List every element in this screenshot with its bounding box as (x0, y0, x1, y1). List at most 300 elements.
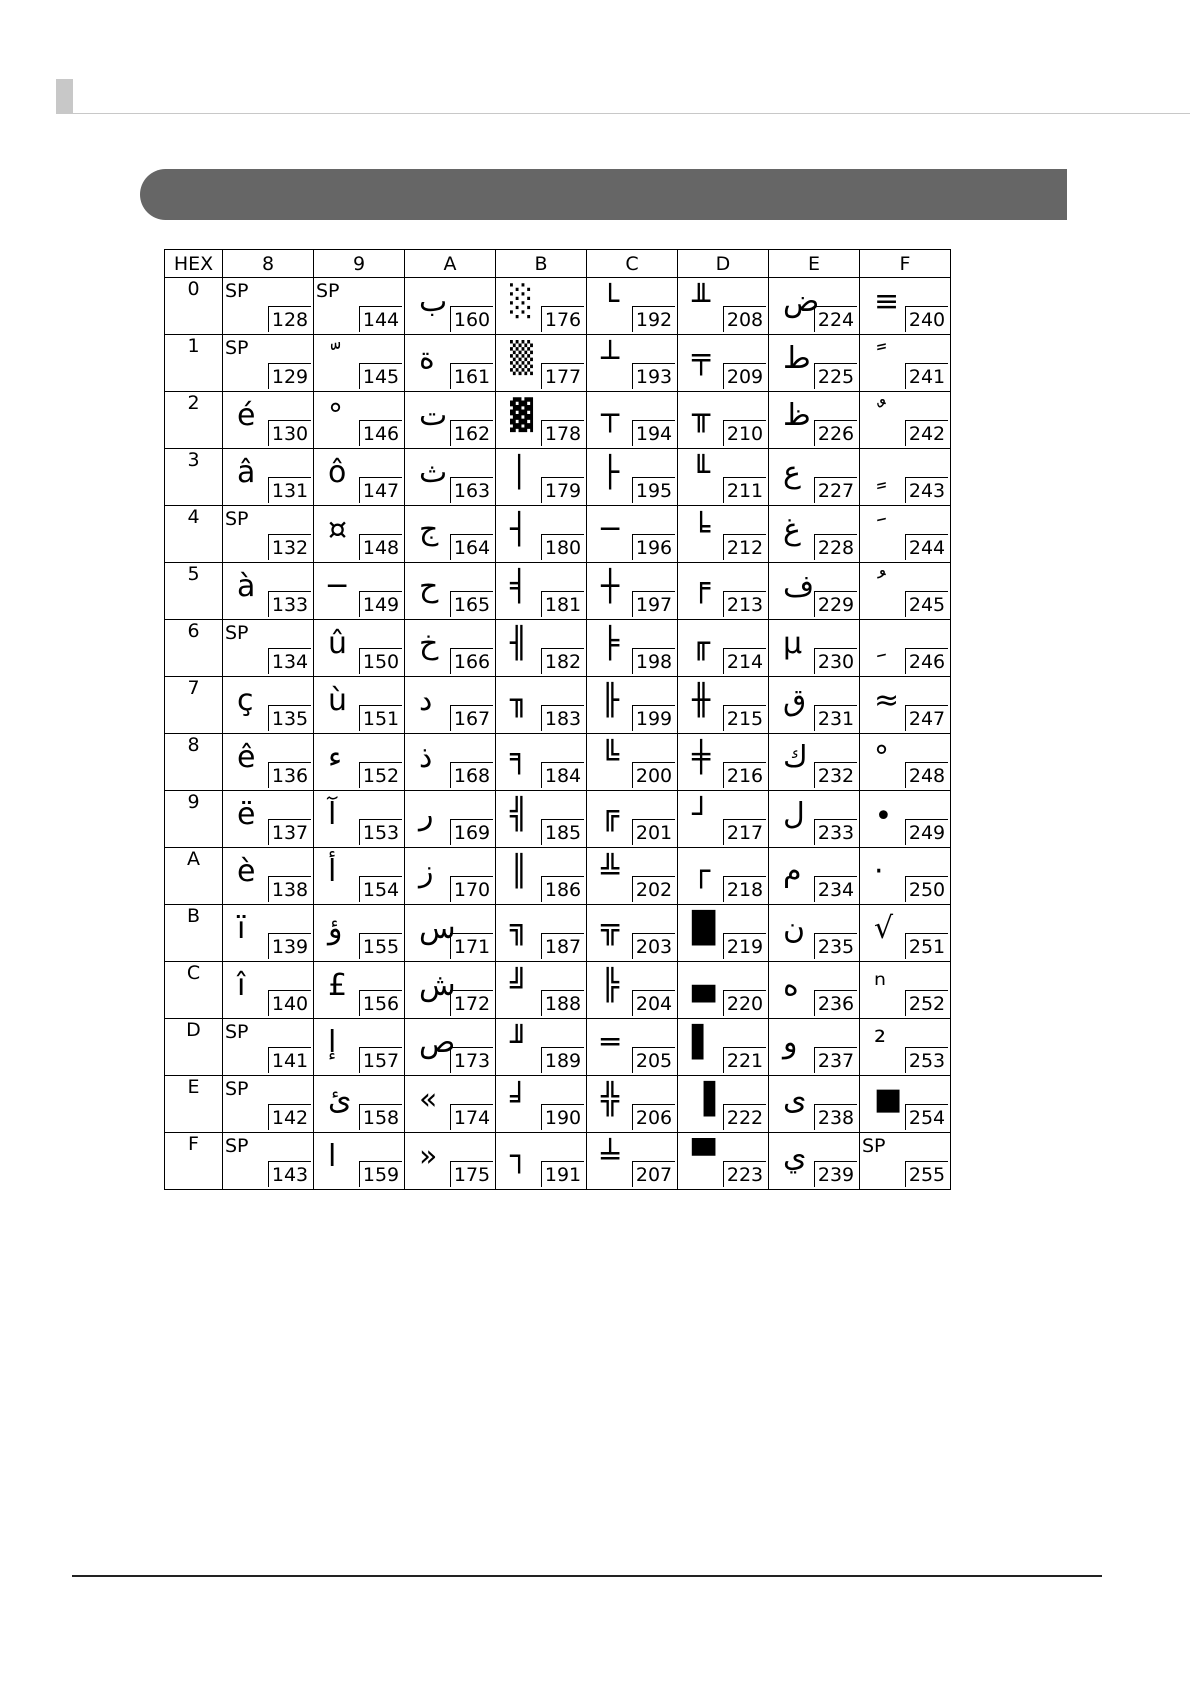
char-code: 149 (359, 591, 402, 617)
char-cell (678, 506, 769, 563)
char-cell (860, 791, 951, 848)
char-code: 144 (359, 306, 402, 332)
char-cell (769, 677, 860, 734)
char-glyph: ┘ (692, 797, 711, 832)
char-glyph: ╦ (601, 911, 620, 946)
char-code: 182 (541, 648, 584, 674)
char-code: 226 (814, 420, 857, 446)
char-code: 193 (632, 363, 675, 389)
table-row (165, 506, 951, 563)
char-cell (769, 620, 860, 677)
char-code: 201 (632, 819, 675, 845)
char-cell (314, 563, 405, 620)
char-glyph: ï (237, 911, 246, 946)
char-glyph: ى (783, 1082, 807, 1117)
char-code: 169 (450, 819, 493, 845)
char-glyph: ة (419, 341, 435, 376)
char-code: 172 (450, 990, 493, 1016)
char-code: 210 (723, 420, 766, 446)
char-code: 184 (541, 762, 584, 788)
char-cell (678, 335, 769, 392)
char-code: 205 (632, 1047, 675, 1073)
char-cell (678, 1019, 769, 1076)
char-cell (223, 1133, 314, 1190)
char-glyph: µ (783, 626, 803, 661)
char-cell (860, 677, 951, 734)
char-glyph: ╘ (692, 512, 711, 547)
row-header: 4 (165, 506, 223, 563)
char-cell (769, 791, 860, 848)
char-code: 178 (541, 420, 584, 446)
char-cell (223, 905, 314, 962)
char-code: 160 (450, 306, 493, 332)
char-cell (223, 506, 314, 563)
char-cell (496, 905, 587, 962)
char-code: 229 (814, 591, 857, 617)
char-glyph: ؤ (328, 911, 343, 946)
char-glyph: ┐ (510, 1139, 529, 1174)
col-header: 9 (314, 250, 405, 278)
char-glyph: ╖ (510, 683, 529, 718)
char-code: 137 (268, 819, 311, 845)
char-code: 177 (541, 363, 584, 389)
char-glyph: à (237, 569, 256, 604)
char-code: 132 (268, 534, 311, 560)
table-row (165, 677, 951, 734)
table-row (165, 905, 951, 962)
char-code: 197 (632, 591, 675, 617)
char-cell (769, 506, 860, 563)
row-header: A (165, 848, 223, 905)
char-glyph: ي (783, 1139, 807, 1174)
char-cell (860, 278, 951, 335)
char-code: 152 (359, 762, 402, 788)
table-row (165, 563, 951, 620)
char-cell (678, 1076, 769, 1133)
char-code: 248 (905, 762, 948, 788)
char-glyph: ▓ (510, 398, 534, 433)
char-glyph: ° (874, 740, 889, 775)
char-glyph: ─ (328, 569, 347, 604)
char-glyph: ¤ (328, 512, 348, 547)
char-glyph: ذ (419, 740, 433, 775)
char-code: 168 (450, 762, 493, 788)
char-code: 232 (814, 762, 857, 788)
char-code: 199 (632, 705, 675, 731)
char-cell (860, 1133, 951, 1190)
char-glyph: ز (419, 854, 434, 889)
char-code: 186 (541, 876, 584, 902)
char-glyph: ╫ (692, 683, 711, 718)
char-cell (314, 1019, 405, 1076)
char-glyph: ب (419, 284, 448, 319)
char-code: 223 (723, 1161, 766, 1187)
char-cell (314, 392, 405, 449)
table-row (165, 848, 951, 905)
char-cell (405, 791, 496, 848)
char-glyph: ─ (601, 512, 620, 547)
char-glyph: د (419, 683, 433, 718)
char-cell (678, 620, 769, 677)
char-code: 224 (814, 306, 857, 332)
char-code: 156 (359, 990, 402, 1016)
table-row (165, 1133, 951, 1190)
char-code: 212 (723, 534, 766, 560)
char-code: 161 (450, 363, 493, 389)
char-glyph: ج (419, 512, 439, 547)
char-cell (405, 1076, 496, 1133)
char-glyph: « (419, 1082, 438, 1117)
char-glyph: آ (328, 797, 337, 832)
char-glyph: ├ (601, 455, 620, 490)
char-code: 174 (450, 1104, 493, 1130)
char-cell (405, 392, 496, 449)
char-cell (860, 905, 951, 962)
char-cell (587, 449, 678, 506)
char-code: 159 (359, 1161, 402, 1187)
char-cell (405, 1019, 496, 1076)
row-header: B (165, 905, 223, 962)
char-code: 203 (632, 933, 675, 959)
char-cell (587, 335, 678, 392)
char-cell (769, 1076, 860, 1133)
char-code: 131 (268, 477, 311, 503)
char-code: 238 (814, 1104, 857, 1130)
char-cell (405, 620, 496, 677)
char-code: 145 (359, 363, 402, 389)
char-cell (587, 905, 678, 962)
char-code: 164 (450, 534, 493, 560)
char-glyph: ┌ (692, 854, 711, 889)
char-code: 176 (541, 306, 584, 332)
row-header: E (165, 1076, 223, 1133)
char-cell (223, 278, 314, 335)
char-cell (587, 506, 678, 563)
char-cell (496, 563, 587, 620)
row-header: 9 (165, 791, 223, 848)
char-cell (223, 392, 314, 449)
char-code: 188 (541, 990, 584, 1016)
char-glyph: ╝ (510, 968, 529, 1003)
char-glyph: ╨ (692, 284, 711, 319)
char-glyph: ر (419, 797, 434, 832)
char-code: 155 (359, 933, 402, 959)
char-code: 242 (905, 420, 948, 446)
char-code: 240 (905, 306, 948, 332)
table-row (165, 278, 951, 335)
char-glyph: ا (328, 1139, 337, 1174)
char-cell (223, 677, 314, 734)
code-page-table (164, 249, 951, 1190)
char-code: 162 (450, 420, 493, 446)
char-glyph: ù (328, 683, 348, 718)
col-header: A (405, 250, 496, 278)
char-code: 136 (268, 762, 311, 788)
char-cell (769, 905, 860, 962)
char-glyph: î (237, 968, 246, 1003)
col-header: C (587, 250, 678, 278)
row-header: 8 (165, 734, 223, 791)
char-code: 147 (359, 477, 402, 503)
char-code: 157 (359, 1047, 402, 1073)
char-cell (405, 563, 496, 620)
char-code: 134 (268, 648, 311, 674)
table-row (165, 734, 951, 791)
char-code: 231 (814, 705, 857, 731)
char-cell (678, 962, 769, 1019)
table-row (165, 335, 951, 392)
row-header: 1 (165, 335, 223, 392)
row-header: 3 (165, 449, 223, 506)
char-cell (223, 1019, 314, 1076)
char-cell (769, 392, 860, 449)
char-cell (314, 962, 405, 1019)
char-cell (496, 1076, 587, 1133)
char-cell (587, 563, 678, 620)
char-cell (314, 677, 405, 734)
col-header: F (860, 250, 951, 278)
char-code: 181 (541, 591, 584, 617)
char-code: 171 (450, 933, 493, 959)
char-cell (769, 563, 860, 620)
char-glyph: SP (862, 1135, 886, 1157)
char-cell (223, 962, 314, 1019)
char-glyph: ه (783, 968, 799, 1003)
char-code: 216 (723, 762, 766, 788)
char-cell (405, 848, 496, 905)
char-glyph: ╥ (692, 398, 711, 433)
char-glyph: ╢ (510, 626, 529, 661)
char-cell (496, 1133, 587, 1190)
char-glyph: ═ (601, 1025, 620, 1060)
char-code: 225 (814, 363, 857, 389)
char-glyph: ╗ (510, 911, 529, 946)
char-code: 180 (541, 534, 584, 560)
char-glyph: ■ (874, 1082, 903, 1117)
char-code: 148 (359, 534, 402, 560)
char-cell (860, 449, 951, 506)
row-header: C (165, 962, 223, 1019)
char-code: 255 (905, 1161, 948, 1187)
char-glyph: ح (419, 569, 439, 604)
char-cell (769, 734, 860, 791)
char-code: 142 (268, 1104, 311, 1130)
char-glyph: SP (225, 1021, 249, 1043)
char-cell (860, 848, 951, 905)
char-code: 141 (268, 1047, 311, 1073)
char-glyph: ² (874, 1025, 887, 1060)
row-header: 6 (165, 620, 223, 677)
char-glyph: ╩ (601, 854, 620, 889)
char-code: 219 (723, 933, 766, 959)
char-cell (314, 1133, 405, 1190)
char-glyph: أ (328, 854, 337, 889)
char-cell (314, 905, 405, 962)
char-code: 214 (723, 648, 766, 674)
char-cell (496, 506, 587, 563)
char-glyph: ت (419, 398, 448, 433)
char-code: 228 (814, 534, 857, 560)
char-code: 158 (359, 1104, 402, 1130)
char-glyph: ê (237, 740, 256, 775)
char-code: 143 (268, 1161, 311, 1187)
char-glyph: ظ (783, 398, 811, 433)
char-code: 187 (541, 933, 584, 959)
char-glyph: » (419, 1139, 438, 1174)
table-row (165, 1019, 951, 1076)
char-cell (314, 848, 405, 905)
char-code: 250 (905, 876, 948, 902)
col-header: D (678, 250, 769, 278)
char-glyph: è (237, 854, 256, 889)
char-cell (223, 848, 314, 905)
char-cell (405, 278, 496, 335)
row-header: 0 (165, 278, 223, 335)
char-code: 140 (268, 990, 311, 1016)
char-glyph: ╚ (601, 740, 620, 775)
char-cell (587, 1133, 678, 1190)
char-cell (587, 848, 678, 905)
char-cell (860, 1076, 951, 1133)
char-cell (314, 278, 405, 335)
char-glyph: £ (328, 968, 348, 1003)
char-glyph: ⁿ (874, 968, 886, 1003)
char-code: 237 (814, 1047, 857, 1073)
char-glyph: ≈ (874, 683, 900, 718)
char-code: 209 (723, 363, 766, 389)
char-cell (496, 734, 587, 791)
char-glyph: ╕ (510, 740, 529, 775)
char-code: 192 (632, 306, 675, 332)
char-code: 128 (268, 306, 311, 332)
char-glyph: ش (419, 968, 456, 1003)
char-glyph: └ (601, 284, 620, 319)
table-row (165, 791, 951, 848)
char-glyph: ▐ (692, 1082, 716, 1117)
char-cell (496, 278, 587, 335)
char-code: 254 (905, 1104, 948, 1130)
char-cell (678, 848, 769, 905)
char-code: 175 (450, 1161, 493, 1187)
char-cell (860, 506, 951, 563)
char-glyph: ë (237, 797, 256, 832)
char-glyph: ك (783, 740, 808, 775)
char-cell (496, 962, 587, 1019)
char-cell (496, 392, 587, 449)
char-code: 245 (905, 591, 948, 617)
char-cell (223, 449, 314, 506)
char-glyph: √ (874, 911, 894, 946)
char-glyph: ╞ (601, 626, 620, 661)
col-header: 8 (223, 250, 314, 278)
char-cell (587, 1019, 678, 1076)
char-code: 183 (541, 705, 584, 731)
char-code: 221 (723, 1047, 766, 1073)
char-code: 146 (359, 420, 402, 446)
char-code: 233 (814, 819, 857, 845)
char-code: 235 (814, 933, 857, 959)
char-code: 167 (450, 705, 493, 731)
table-row (165, 392, 951, 449)
char-glyph: ع (783, 455, 801, 490)
char-code: 198 (632, 648, 675, 674)
char-cell (496, 449, 587, 506)
char-code: 213 (723, 591, 766, 617)
char-cell (860, 1019, 951, 1076)
char-cell (860, 335, 951, 392)
char-glyph: ط (783, 341, 811, 376)
char-glyph: ق (783, 683, 807, 718)
char-cell (587, 392, 678, 449)
char-cell (769, 278, 860, 335)
table-header-row (165, 250, 951, 278)
char-cell (587, 962, 678, 1019)
char-cell (405, 1133, 496, 1190)
char-glyph: ╡ (510, 569, 529, 604)
char-glyph: ╟ (601, 683, 620, 718)
char-glyph: SP (225, 337, 249, 359)
char-cell (678, 278, 769, 335)
char-cell (860, 392, 951, 449)
char-code: 150 (359, 648, 402, 674)
char-cell (314, 1076, 405, 1133)
char-glyph: ╓ (692, 626, 711, 661)
char-code: 241 (905, 363, 948, 389)
char-glyph: é (237, 398, 256, 433)
char-code: 191 (541, 1161, 584, 1187)
char-code: 185 (541, 819, 584, 845)
char-code: 251 (905, 933, 948, 959)
char-code: 230 (814, 648, 857, 674)
char-glyph: ╪ (692, 740, 711, 775)
char-code: 153 (359, 819, 402, 845)
char-code: 204 (632, 990, 675, 1016)
char-glyph: │ (510, 455, 529, 490)
char-glyph: ░ (510, 284, 534, 319)
row-header: 7 (165, 677, 223, 734)
char-code: 206 (632, 1104, 675, 1130)
char-code: 173 (450, 1047, 493, 1073)
char-cell (587, 734, 678, 791)
char-code: 222 (723, 1104, 766, 1130)
char-glyph: SP (225, 1135, 249, 1157)
char-cell (678, 449, 769, 506)
char-cell (587, 677, 678, 734)
char-code: 135 (268, 705, 311, 731)
char-code: 253 (905, 1047, 948, 1073)
char-cell (769, 1019, 860, 1076)
char-code: 133 (268, 591, 311, 617)
char-code: 234 (814, 876, 857, 902)
char-glyph: إ (328, 1025, 337, 1060)
table-row (165, 962, 951, 1019)
char-cell (769, 1133, 860, 1190)
char-cell (405, 905, 496, 962)
char-code: 243 (905, 477, 948, 503)
char-code: 211 (723, 477, 766, 503)
char-cell (496, 791, 587, 848)
char-code: 218 (723, 876, 766, 902)
char-cell (223, 620, 314, 677)
char-glyph: ╧ (601, 1139, 620, 1174)
char-glyph: ص (419, 1025, 456, 1060)
row-header: F (165, 1133, 223, 1190)
char-glyph: SP (225, 1078, 249, 1100)
char-code: 252 (905, 990, 948, 1016)
char-cell (223, 791, 314, 848)
char-cell (405, 449, 496, 506)
char-cell (860, 620, 951, 677)
